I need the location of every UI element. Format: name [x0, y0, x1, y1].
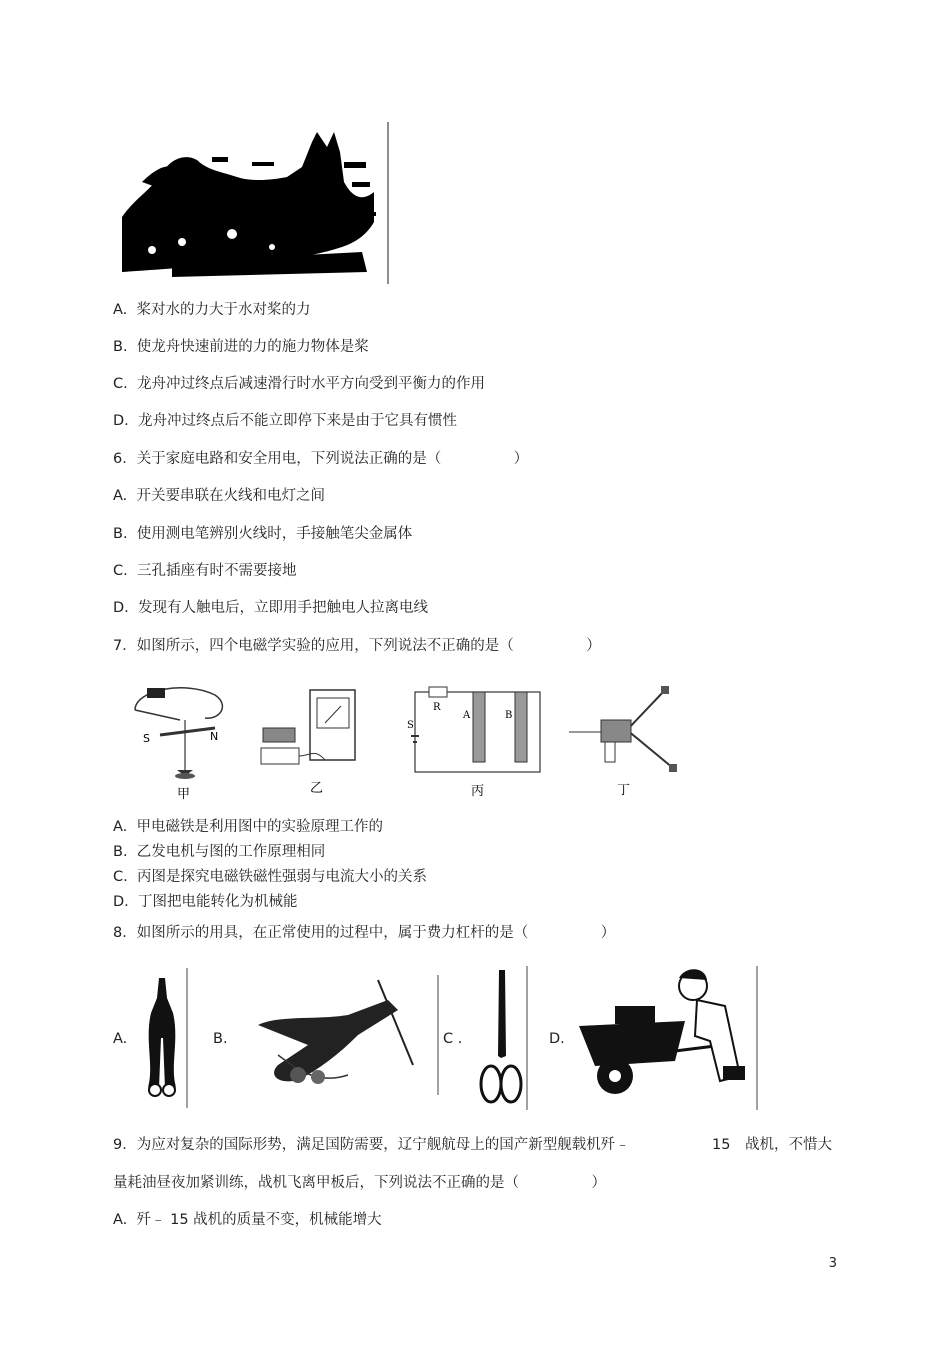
q6-option-d: D. 发现有人触电后，立即用手把触电人拉离电线: [113, 600, 428, 616]
q8-label-b: B.: [213, 1031, 228, 1047]
q9-stem-line1-tail: 15 战机，不惜大: [712, 1137, 832, 1153]
q7-option-c: C. 丙图是探究电磁铁磁性强弱与电流大小的关系: [113, 869, 427, 885]
q5-option-c: C. 龙舟冲过终点后减速滑行时水平方向受到平衡力的作用: [113, 376, 485, 392]
coil-b-label: B: [505, 710, 513, 721]
q7-option-a: A. 甲电磁铁是利用图中的实验原理工作的: [113, 819, 383, 835]
q6-option-a: A. 开关要串联在火线和电灯之间: [113, 488, 325, 504]
wire-cutter-hand-figure: [238, 975, 440, 1095]
q7-figure-ding: [565, 684, 685, 800]
wheelbarrow-figure: [575, 966, 760, 1110]
north-pole-label: N: [210, 730, 219, 743]
scissors-figure: [475, 966, 530, 1110]
q6-option-c: C. 三孔插座有时不需要接地: [113, 563, 297, 579]
coil-a-label: A: [463, 710, 471, 721]
q5-option-d: D. 龙舟冲过终点后不能立即停下来是由于它具有惯性: [113, 413, 457, 429]
q7-option-d: D. 丁图把电能转化为机械能: [113, 894, 298, 910]
q5-option-a: A. 桨对水的力大于水对桨的力: [113, 302, 311, 318]
q7-figure-jia: [125, 680, 235, 800]
q8-label-a: A.: [113, 1031, 128, 1047]
dragon-boat-figure: [112, 122, 392, 284]
pliers-tongs-figure: [135, 968, 191, 1108]
figure-label-bing: 丙: [471, 784, 485, 799]
page-number: 3: [828, 1256, 837, 1271]
q8-label-c: C .: [443, 1031, 463, 1047]
figure-label-jia: 甲: [177, 787, 191, 800]
q6-option-b: B. 使用测电笔辨别火线时，手接触笔尖金属体: [113, 526, 413, 542]
q9-stem-line1: 9．为应对复杂的国际形势，满足国防需要，辽宁舰航母上的国产新型舰载机歼﹣: [113, 1137, 630, 1153]
resistor-label: R: [433, 702, 441, 713]
q9-stem-line2: 量耗油昼夜加紧训练，战机飞离甲板后，下列说法不正确的是（ ）: [113, 1175, 606, 1191]
switch-label: S: [407, 720, 414, 731]
figure-label-ding: 丁: [617, 783, 631, 798]
q6-stem: 6．关于家庭电路和安全用电，下列说法正确的是（ ）: [113, 451, 529, 467]
q5-option-b: B. 使龙舟快速前进的力的施力物体是桨: [113, 339, 369, 355]
q7-figure-yi: [255, 688, 375, 800]
q7-figure-bing: [405, 684, 550, 800]
figure-label-yi: 乙: [310, 781, 324, 796]
q8-label-d: D.: [549, 1031, 565, 1047]
q7-stem: 7．如图所示，四个电磁学实验的应用，下列说法不正确的是（ ）: [113, 638, 601, 654]
q8-stem: 8．如图所示的用具，在正常使用的过程中，属于费力杠杆的是（ ）: [113, 925, 616, 941]
q7-option-b: B. 乙发电机与图的工作原理相同: [113, 844, 326, 860]
q9-option-a: A. 歼﹣ 15 战机的质量不变，机械能增大: [113, 1212, 382, 1228]
south-pole-label: S: [143, 732, 150, 745]
